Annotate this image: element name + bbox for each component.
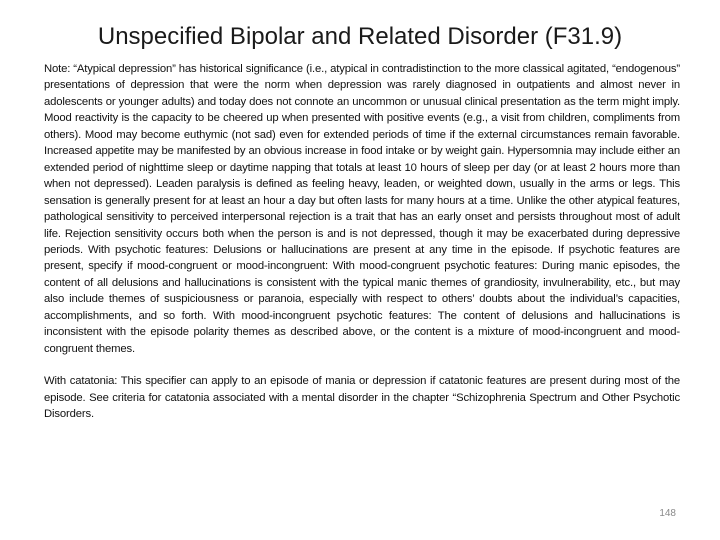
body-paragraph-catatonia: With catatonia: This specifier can apply to an episode of mania or depression if catatonic features are present during most of the episode. See criteria for catatonia associated with a mental disorder in the chapter “Schizophrenia Spectrum and Other Psychotic Disorders. xyxy=(44,375,680,421)
slide-title: Unspecified Bipolar and Related Disorder (F31.9) xyxy=(97,23,623,50)
page-number: 148 xyxy=(659,508,676,519)
body-paragraph-note: Note: “Atypical depression” has historical significance (i.e., atypical in contradistinction to the more classical agitated, “endogenous” presentations of depression that were the norm when depression was rarely diagnosed in outpatients and almost never in adolescents or younger adults) and today does not connote an uncommon or unusual clinical presentation as the term might imply. Mood reactivity is the capacity to be cheered up when presented with positive events (e.g., a visit from children, compliments from others). Mood may become euthymic (not sad) even for extended periods of time if the external circumstances remain favorable. Increased appetite may be manifested by an obvious increase in food intake or by weight gain. Hypersomnia may include either an extended period of nighttime sleep or daytime napping that totals at least 10 hours of sleep per day (or at least 2 hours more than when not depressed). Leaden paralysis is defined as feeling heavy, leaden, or weighted down, usually in the arms or legs. This sensation is generally present for at least an hour a day but often lasts for many hours at a time. Unlike the other atypical features, pathological sensitivity to perceived interpersonal rejection is a trait that has an early onset and persists throughout most of adult life. Rejection sensitivity occurs both when the person is and is not depressed, though it may be exacerbated during depressive periods. With psychotic features: Delusions or hallucinations are present at any time in the episode. If psychotic features are present, specify if mood-congruent or mood-incongruent: With mood-congruent psychotic features: During manic episodes, the content of all delusions and hallucinations is consistent with the typical manic themes of grandiosity, invulnerability, etc., but may also include themes of suspiciousness or paranoia, especially with respect to others’ doubts about the individual’s capacities, accomplishments, and so forth. With mood-incongruent psychotic features: The content of delusions and hallucinations is inconsistent with the episode polarity themes as described above, or the content is a mixture of mood-incongruent and mood-congruent themes. xyxy=(44,63,680,355)
slide-body xyxy=(44,61,680,423)
